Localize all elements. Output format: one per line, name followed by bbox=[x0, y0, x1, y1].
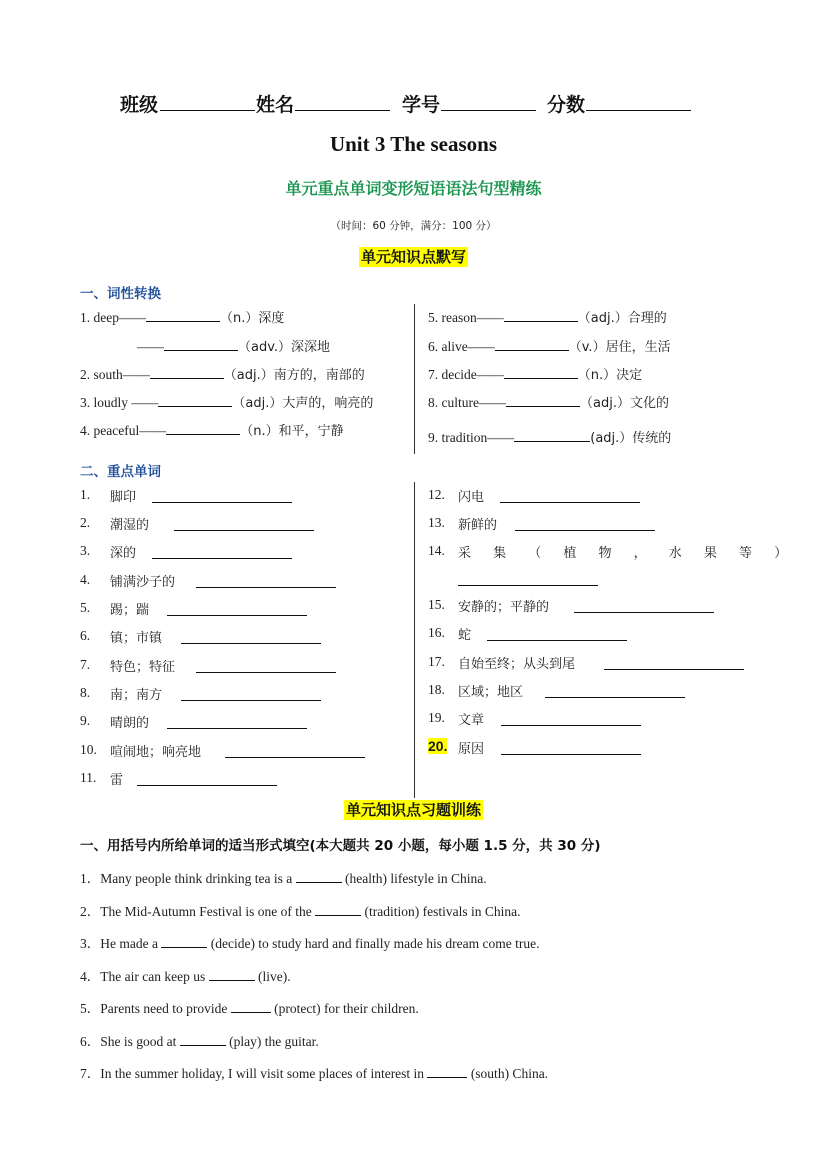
word-number: 19. bbox=[428, 710, 445, 725]
word-prompt: 安静的；平静的 bbox=[458, 600, 550, 615]
word-number: 8. bbox=[80, 685, 91, 700]
word-form-item: 7. decide—— （n.）决定 bbox=[428, 367, 643, 383]
section-word-forms-title: 一、词性转换 bbox=[80, 286, 161, 302]
word-form-item: 9. tradition—— (adj.）传统的 bbox=[428, 430, 672, 446]
part1-heading: 单元知识点默写 bbox=[360, 248, 466, 266]
answer-line[interactable] bbox=[545, 697, 685, 698]
part2-heading: 单元知识点习题训练 bbox=[345, 801, 481, 819]
answer-blank[interactable] bbox=[209, 968, 255, 981]
word-prompt: 喧闹地；响亮地 bbox=[110, 745, 202, 760]
answer-blank[interactable] bbox=[158, 394, 232, 407]
word-form-item: 6. alive—— （v.）居住，生活 bbox=[428, 339, 671, 355]
student-id-label: 学号 bbox=[402, 94, 441, 116]
score-label: 分数 bbox=[547, 94, 586, 116]
section-key-words-title: 二、重点单词 bbox=[80, 464, 161, 480]
word-form-item: 1. deep—— （n.）深度 bbox=[80, 310, 285, 326]
answer-line[interactable] bbox=[604, 669, 744, 670]
answer-line[interactable] bbox=[196, 587, 336, 588]
word-number: 9. bbox=[80, 713, 91, 728]
answer-line[interactable] bbox=[181, 643, 321, 644]
answer-line[interactable] bbox=[174, 530, 314, 531]
student-id-blank[interactable] bbox=[441, 110, 536, 111]
word-prompt: 镇；市镇 bbox=[110, 631, 163, 646]
answer-blank[interactable] bbox=[427, 1065, 467, 1078]
word-number-highlighted: 20. bbox=[428, 738, 448, 754]
question-item: 6．She is good at (play) the guitar. bbox=[80, 1034, 319, 1049]
answer-line[interactable] bbox=[167, 728, 307, 729]
answer-blank[interactable] bbox=[506, 394, 580, 407]
part1-heading-wrap bbox=[0, 246, 827, 267]
word-number: 14. bbox=[428, 543, 445, 558]
word-number: 1. bbox=[80, 487, 91, 502]
class-label: 班级 bbox=[120, 94, 159, 116]
word-prompt: 晴朗的 bbox=[110, 716, 150, 731]
word-form-item: 2. south—— （adj.）南方的，南部的 bbox=[80, 367, 365, 383]
column-divider bbox=[414, 304, 415, 454]
name-label: 姓名 bbox=[256, 94, 295, 116]
answer-line[interactable] bbox=[181, 700, 321, 701]
answer-line[interactable] bbox=[225, 757, 365, 758]
word-prompt: 采 集 （ 植 物 ， 水 果 等 ） bbox=[458, 546, 792, 561]
word-prompt: 潮湿的 bbox=[110, 518, 150, 533]
page-subtitle: 单元重点单词变形短语语法句型精练 bbox=[285, 179, 542, 198]
word-prompt: 新鲜的 bbox=[458, 518, 498, 533]
answer-blank[interactable] bbox=[150, 366, 224, 379]
word-number: 15. bbox=[428, 597, 445, 612]
word-form-item: 4. peaceful—— （n.）和平，宁静 bbox=[80, 423, 344, 439]
word-prompt: 自始至终；从头到尾 bbox=[458, 657, 576, 672]
word-number: 10. bbox=[80, 742, 97, 757]
part2-heading-wrap bbox=[0, 799, 827, 820]
answer-blank[interactable] bbox=[166, 422, 240, 435]
answer-blank[interactable] bbox=[495, 338, 569, 351]
question-item: 1．Many people think drinking tea is a (health) lifestyle in China. bbox=[80, 871, 487, 886]
answer-blank[interactable] bbox=[504, 366, 578, 379]
word-number: 18. bbox=[428, 682, 445, 697]
answer-blank[interactable] bbox=[164, 338, 238, 351]
word-prompt: 文章 bbox=[458, 713, 485, 728]
answer-line[interactable] bbox=[515, 530, 655, 531]
question-item: 4．The air can keep us (live). bbox=[80, 969, 291, 984]
word-number: 17. bbox=[428, 654, 445, 669]
answer-blank[interactable] bbox=[504, 309, 578, 322]
word-prompt: 深的 bbox=[110, 546, 137, 561]
word-prompt: 脚印 bbox=[110, 490, 137, 505]
answer-blank[interactable] bbox=[315, 903, 361, 916]
answer-blank[interactable] bbox=[180, 1033, 226, 1046]
word-form-item: 5. reason—— （adj.）合理的 bbox=[428, 310, 667, 326]
answer-line[interactable] bbox=[196, 672, 336, 673]
column-divider bbox=[414, 482, 415, 798]
word-number: 4. bbox=[80, 572, 91, 587]
answer-line[interactable] bbox=[501, 725, 641, 726]
question-item: 5．Parents need to provide (protect) for their children. bbox=[80, 1001, 419, 1016]
answer-blank[interactable] bbox=[296, 870, 342, 883]
answer-line[interactable] bbox=[501, 754, 641, 755]
word-prompt: 铺满沙子的 bbox=[110, 575, 176, 590]
answer-blank[interactable] bbox=[514, 429, 590, 442]
page-title: Unit 3 The seasons bbox=[329, 132, 498, 156]
answer-line[interactable] bbox=[458, 585, 598, 586]
answer-blank[interactable] bbox=[146, 309, 220, 322]
word-prompt: 踢；踹 bbox=[110, 603, 150, 618]
word-number: 6. bbox=[80, 628, 91, 643]
time-note: （时间：60 分钟，满分：100 分） bbox=[330, 220, 497, 232]
word-number: 13. bbox=[428, 515, 445, 530]
word-number: 16. bbox=[428, 625, 445, 640]
answer-blank[interactable] bbox=[231, 1000, 271, 1013]
class-blank[interactable] bbox=[160, 110, 255, 111]
word-prompt: 蛇 bbox=[458, 628, 472, 643]
answer-line[interactable] bbox=[152, 502, 292, 503]
word-prompt: 区域；地区 bbox=[458, 685, 524, 700]
word-form-item: 3. loudly —— （adj.）大声的，响亮的 bbox=[80, 395, 374, 411]
word-number: 5. bbox=[80, 600, 91, 615]
word-prompt: 闪电 bbox=[458, 490, 485, 505]
question-item: 3．He made a (decide) to study hard and finally made his dream come true. bbox=[80, 936, 540, 951]
word-form-item: 8. culture—— （adj.）文化的 bbox=[428, 395, 669, 411]
score-blank[interactable] bbox=[586, 110, 691, 111]
word-number: 12. bbox=[428, 487, 445, 502]
word-prompt: 原因 bbox=[458, 742, 485, 757]
word-prompt: 特色；特征 bbox=[110, 660, 176, 675]
word-number: 11. bbox=[80, 770, 97, 785]
answer-line[interactable] bbox=[152, 558, 292, 559]
answer-line[interactable] bbox=[574, 612, 714, 613]
answer-line[interactable] bbox=[487, 640, 627, 641]
name-blank[interactable] bbox=[295, 110, 390, 111]
fill-in-section-title: 一、用括号内所给单词的适当形式填空(本大题共 20 小题，每小题 1.5 分，共 30 分) bbox=[80, 838, 601, 854]
question-item: 2．The Mid-Autumn Festival is one of the (tradition) festivals in China. bbox=[80, 904, 521, 919]
word-number: 2. bbox=[80, 515, 91, 530]
answer-blank[interactable] bbox=[161, 935, 207, 948]
answer-line[interactable] bbox=[137, 785, 277, 786]
word-prompt: 雷 bbox=[110, 773, 124, 788]
answer-line[interactable] bbox=[167, 615, 307, 616]
word-number: 3. bbox=[80, 543, 91, 558]
word-number: 7. bbox=[80, 657, 91, 672]
word-prompt: 南；南方 bbox=[110, 688, 163, 703]
question-item: 7．In the summer holiday, I will visit some places of interest in (south) China. bbox=[80, 1066, 549, 1081]
word-form-item: —— （adv.）深深地 bbox=[137, 339, 331, 355]
answer-line[interactable] bbox=[500, 502, 640, 503]
